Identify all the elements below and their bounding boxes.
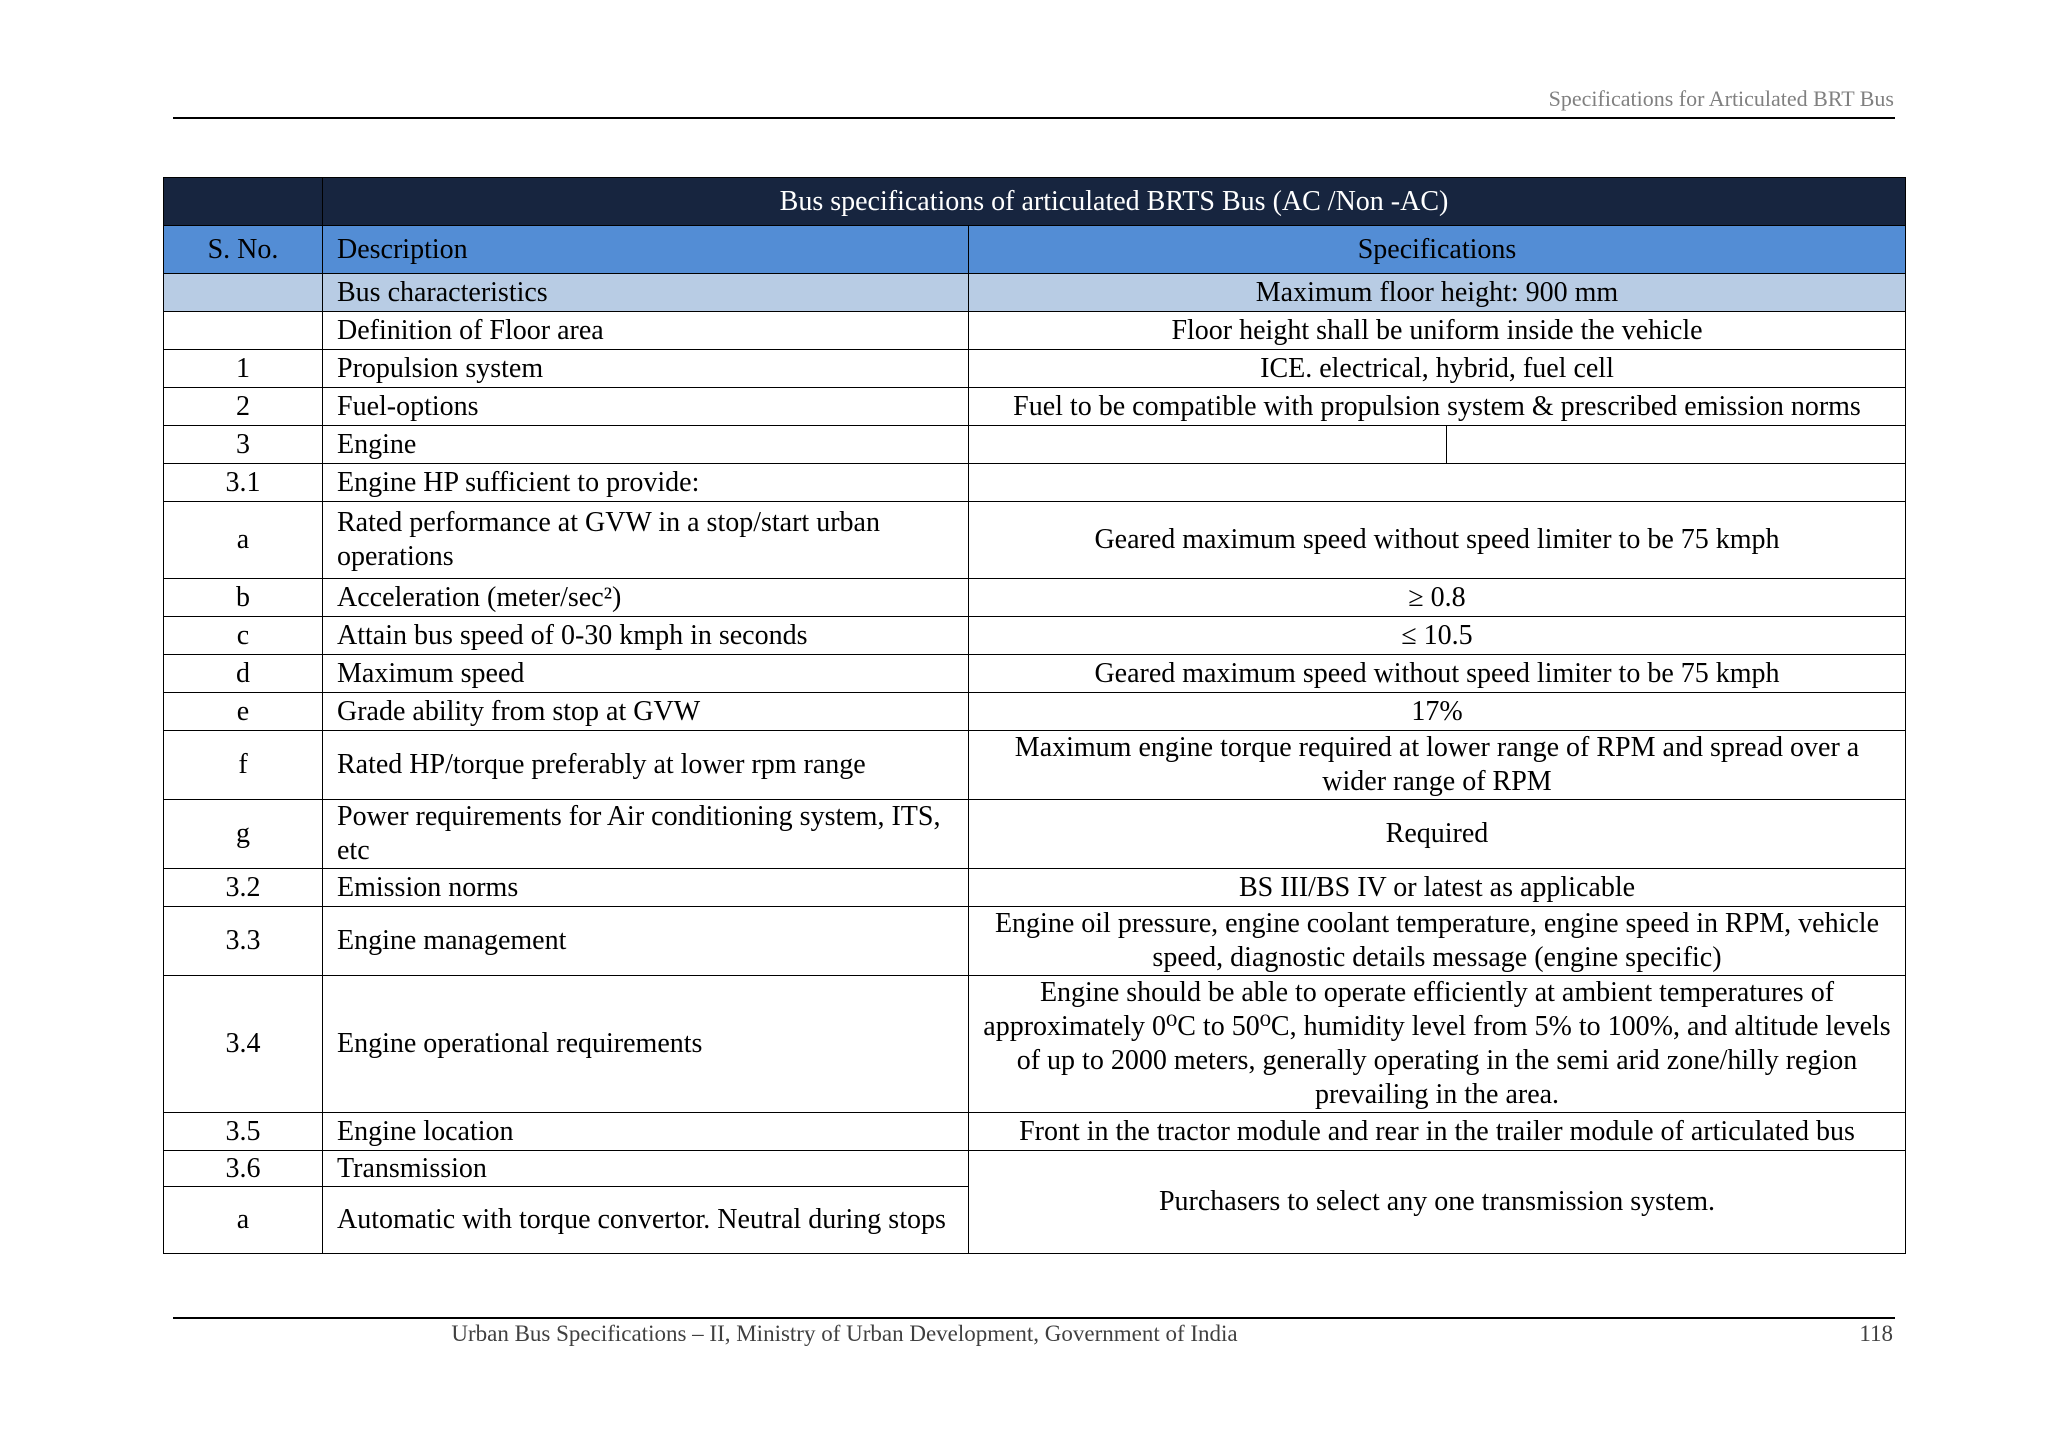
- table-row: [164, 312, 1906, 350]
- cell-spec: Maximum floor height: 900 mm: [969, 274, 1906, 312]
- specifications-table: [163, 177, 1906, 1254]
- cell-description: Transmission: [323, 1151, 969, 1187]
- cell-description: Engine location: [323, 1113, 969, 1151]
- section-row-bus-characteristics: [164, 274, 1906, 312]
- table-row: [164, 1151, 1906, 1187]
- cell-sno: 3.6: [164, 1151, 323, 1187]
- column-header-description: Description: [323, 226, 969, 274]
- split-cell-right: [1447, 426, 1905, 463]
- cell-spec: [969, 464, 1906, 502]
- cell-spec: Required: [969, 800, 1906, 869]
- cell-spec: ≤ 10.5: [969, 617, 1906, 655]
- cell-description: Rated HP/torque preferably at lower rpm range: [323, 731, 969, 800]
- cell-spec: Geared maximum speed without speed limiter to be 75 kmph: [969, 502, 1906, 579]
- table-title-row: [164, 178, 1906, 226]
- footer-text: Urban Bus Specifications – II, Ministry of Urban Development, Government of India: [451, 1321, 1238, 1346]
- cell-spec-split: [969, 426, 1906, 464]
- cell-description: Engine operational requirements: [323, 976, 969, 1113]
- title-blank-cell: [164, 178, 323, 226]
- cell-sno: e: [164, 693, 323, 731]
- table-row: [164, 579, 1906, 617]
- split-cell-left: [969, 426, 1447, 463]
- table-row: [164, 976, 1906, 1113]
- cell-sno: [164, 312, 323, 350]
- cell-description: Definition of Floor area: [323, 312, 969, 350]
- cell-description: Automatic with torque convertor. Neutral during stops: [323, 1187, 969, 1254]
- header-divider: [173, 117, 1895, 119]
- cell-spec: Front in the tractor module and rear in the trailer module of articulated bus: [969, 1113, 1906, 1151]
- cell-description: Engine HP sufficient to provide:: [323, 464, 969, 502]
- cell-sno: 1: [164, 350, 323, 388]
- cell-sno: 3.1: [164, 464, 323, 502]
- split-cell: [969, 426, 1905, 463]
- cell-description: Rated performance at GVW in a stop/start urban operations: [323, 502, 969, 579]
- cell-description: Bus characteristics: [323, 274, 969, 312]
- cell-sno: 3.3: [164, 907, 323, 976]
- cell-description: Engine: [323, 426, 969, 464]
- cell-spec: Engine should be able to operate efficiently at ambient temperatures of approximately 0⁰C to 50⁰C, humidity level from 5% to 100%, and altitude levels of up to 2000 meters, generally operating in the semi arid zone/hilly region prevailing in the area.: [969, 976, 1906, 1113]
- cell-sno: c: [164, 617, 323, 655]
- table-row: [164, 800, 1906, 869]
- cell-description: Emission norms: [323, 869, 969, 907]
- cell-description: Engine management: [323, 907, 969, 976]
- table-row: [164, 655, 1906, 693]
- cell-sno: a: [164, 1187, 323, 1254]
- page-header-title: Specifications for Articulated BRT Bus: [1548, 86, 1894, 111]
- table-row: [164, 617, 1906, 655]
- table-row: [164, 388, 1906, 426]
- cell-sno: 3: [164, 426, 323, 464]
- cell-description: Grade ability from stop at GVW: [323, 693, 969, 731]
- cell-sno: b: [164, 579, 323, 617]
- footer-divider: [173, 1317, 1895, 1319]
- column-header-row: [164, 226, 1906, 274]
- cell-sno: f: [164, 731, 323, 800]
- cell-description: Acceleration (meter/sec²): [323, 579, 969, 617]
- page-number: 118: [1859, 1321, 1893, 1346]
- column-header-sno: S. No.: [164, 226, 323, 274]
- cell-sno: g: [164, 800, 323, 869]
- cell-sno: 3.2: [164, 869, 323, 907]
- table-row: [164, 869, 1906, 907]
- table-row: [164, 693, 1906, 731]
- cell-spec: Purchasers to select any one transmission system.: [969, 1151, 1906, 1254]
- column-header-specifications: Specifications: [969, 226, 1906, 274]
- cell-spec: Floor height shall be uniform inside the vehicle: [969, 312, 1906, 350]
- cell-spec: Maximum engine torque required at lower range of RPM and spread over a wider range of RPM: [969, 731, 1906, 800]
- table-row: [164, 907, 1906, 976]
- cell-spec: 17%: [969, 693, 1906, 731]
- cell-spec: Fuel to be compatible with propulsion system & prescribed emission norms: [969, 388, 1906, 426]
- table-row: [164, 426, 1906, 464]
- cell-sno: d: [164, 655, 323, 693]
- cell-description: Power requirements for Air conditioning system, ITS, etc: [323, 800, 969, 869]
- cell-sno: a: [164, 502, 323, 579]
- cell-spec: BS III/BS IV or latest as applicable: [969, 869, 1906, 907]
- cell-description: Propulsion system: [323, 350, 969, 388]
- table-title: Bus specifications of articulated BRTS Bus (AC /Non -AC): [323, 178, 1906, 226]
- table-row: [164, 1113, 1906, 1151]
- cell-description: Fuel-options: [323, 388, 969, 426]
- cell-spec: Engine oil pressure, engine coolant temperature, engine speed in RPM, vehicle speed, diagnostic details message (engine specific): [969, 907, 1906, 976]
- cell-description: Maximum speed: [323, 655, 969, 693]
- cell-description: Attain bus speed of 0-30 kmph in seconds: [323, 617, 969, 655]
- cell-sno: 3.5: [164, 1113, 323, 1151]
- table-row: [164, 464, 1906, 502]
- cell-spec: Geared maximum speed without speed limiter to be 75 kmph: [969, 655, 1906, 693]
- table-row: [164, 350, 1906, 388]
- cell-sno: 2: [164, 388, 323, 426]
- cell-spec: ≥ 0.8: [969, 579, 1906, 617]
- cell-spec: ICE. electrical, hybrid, fuel cell: [969, 350, 1906, 388]
- cell-sno: [164, 274, 323, 312]
- cell-sno: 3.4: [164, 976, 323, 1113]
- table-row: [164, 731, 1906, 800]
- table-row: [164, 502, 1906, 579]
